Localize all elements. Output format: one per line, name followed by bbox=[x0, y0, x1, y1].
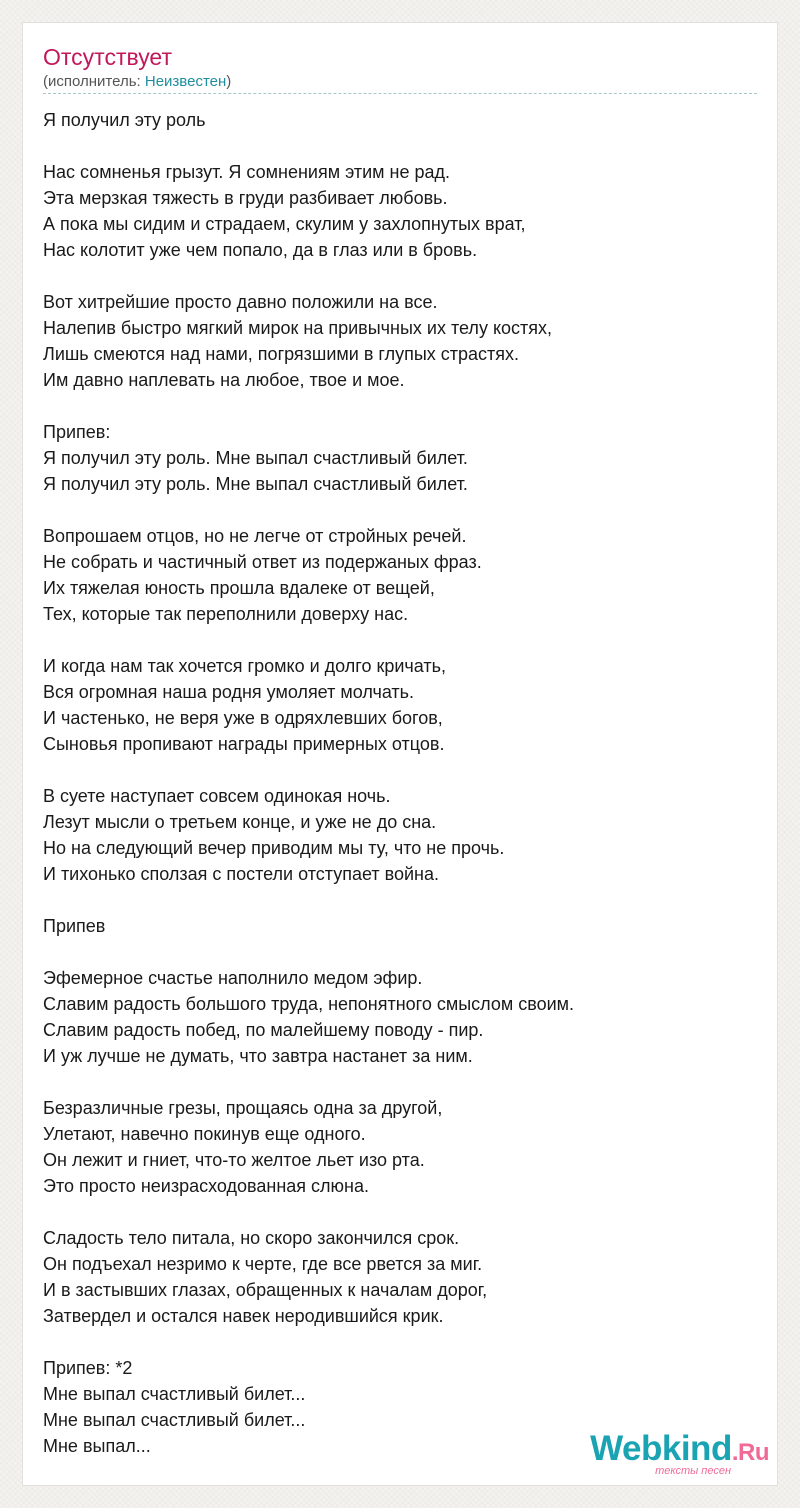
lyric-line: И в застывших глазах, обращенных к началам дорог, bbox=[43, 1280, 488, 1300]
lyric-line: Я получил эту роль bbox=[43, 110, 206, 130]
lyric-line: Мне выпал счастливый билет... bbox=[43, 1410, 306, 1430]
lyric-line: В суете наступает совсем одинокая ночь. bbox=[43, 786, 391, 806]
lyric-line: Эта мерзкая тяжесть в груди разбивает любовь. bbox=[43, 188, 448, 208]
song-title: Отсутствует bbox=[43, 44, 172, 70]
lyric-line: Припев: bbox=[43, 422, 111, 442]
lyric-blank-line bbox=[43, 757, 753, 783]
lyric-blank-line bbox=[43, 887, 753, 913]
artist-line bbox=[43, 72, 231, 92]
lyric-line: Сыновья пропивают награды примерных отцов. bbox=[43, 734, 445, 754]
lyric-line: Припев bbox=[43, 916, 106, 936]
lyric-line: Затвердел и остался навек неродившийся крик. bbox=[43, 1306, 444, 1326]
lyrics-card bbox=[22, 22, 778, 1486]
lyric-line: Он лежит и гниет, что-то желтое льет изо рта. bbox=[43, 1150, 425, 1170]
lyric-blank-line bbox=[43, 1199, 753, 1225]
lyric-blank-line bbox=[43, 939, 753, 965]
lyric-line: И частенько, не веря уже в одряхлевших богов, bbox=[43, 708, 443, 728]
lyric-blank-line bbox=[43, 627, 753, 653]
lyric-line: Нас колотит уже чем попало, да в глаз или в бровь. bbox=[43, 240, 478, 260]
artist-link[interactable]: Неизвестен bbox=[144, 73, 227, 90]
lyric-line: Вопрошаем отцов, но не легче от стройных речей. bbox=[43, 526, 467, 546]
lyric-blank-line bbox=[43, 1329, 753, 1355]
lyric-line: Вся огромная наша родня умоляет молчать. bbox=[43, 682, 415, 702]
webkind-logo[interactable] bbox=[569, 1429, 769, 1479]
lyric-blank-line bbox=[43, 263, 753, 289]
lyric-line: Это просто неизрасходованная слюна. bbox=[43, 1176, 369, 1196]
lyric-line: Эфемерное счастье наполнило медом эфир. bbox=[43, 968, 423, 988]
logo-tagline: тексты песен bbox=[655, 1465, 731, 1477]
lyric-line: Мне выпал счастливый билет... bbox=[43, 1384, 306, 1404]
lyric-blank-line bbox=[43, 1069, 753, 1095]
logo-word: Webkind bbox=[590, 1429, 732, 1468]
dashed-divider bbox=[43, 93, 757, 94]
lyric-line: Налепив быстро мягкий мирок на привычных их телу костях, bbox=[43, 318, 553, 338]
lyrics-body bbox=[43, 107, 753, 1459]
lyric-line: Нас сомненья грызут. Я сомнениям этим не рад. bbox=[43, 162, 451, 182]
artist-prefix: (исполнитель: bbox=[43, 73, 145, 90]
lyric-line: Я получил эту роль. Мне выпал счастливый билет. bbox=[43, 474, 468, 494]
lyric-line: Им давно наплевать на любое, твое и мое. bbox=[43, 370, 405, 390]
logo-tld: .Ru bbox=[731, 1439, 769, 1466]
lyric-line: И тихонько сползая с постели отступает война. bbox=[43, 864, 439, 884]
lyric-line: Я получил эту роль. Мне выпал счастливый билет. bbox=[43, 448, 468, 468]
lyric-line: Лезут мысли о третьем конце, и уже не до сна. bbox=[43, 812, 437, 832]
lyric-line: И уж лучше не думать, что завтра настанет за ним. bbox=[43, 1046, 473, 1066]
lyric-line: Вот хитрейшие просто давно положили на все. bbox=[43, 292, 438, 312]
lyric-line: Их тяжелая юность прошла вдалеке от вещей, bbox=[43, 578, 435, 598]
lyric-line: Он подъехал незримо к черте, где все рвется за миг. bbox=[43, 1254, 483, 1274]
lyric-line: Лишь смеются над нами, погрязшими в глупых страстях. bbox=[43, 344, 520, 364]
lyric-blank-line bbox=[43, 393, 753, 419]
lyric-blank-line bbox=[43, 133, 753, 159]
lyric-line: Улетают, навечно покинув еще одного. bbox=[43, 1124, 366, 1144]
lyric-line: Славим радость большого труда, непонятного смыслом своим. bbox=[43, 994, 575, 1014]
lyric-line: И когда нам так хочется громко и долго кричать, bbox=[43, 656, 447, 676]
lyric-line: Безразличные грезы, прощаясь одна за другой, bbox=[43, 1098, 443, 1118]
lyric-line: Сладость тело питала, но скоро закончился срок. bbox=[43, 1228, 460, 1248]
lyric-blank-line bbox=[43, 497, 753, 523]
lyric-line: Но на следующий вечер приводим мы ту, что не прочь. bbox=[43, 838, 505, 858]
lyric-line: Тех, которые так переполнили доверху нас. bbox=[43, 604, 409, 624]
lyric-line: А пока мы сидим и страдаем, скулим у захлопнутых врат, bbox=[43, 214, 526, 234]
artist-suffix: ) bbox=[226, 73, 232, 90]
lyric-line: Мне выпал... bbox=[43, 1436, 151, 1456]
lyric-line: Славим радость побед, по малейшему поводу - пир. bbox=[43, 1020, 484, 1040]
lyric-line: Не собрать и частичный ответ из подержаных фраз. bbox=[43, 552, 482, 572]
lyric-line: Припев: *2 bbox=[43, 1358, 133, 1378]
